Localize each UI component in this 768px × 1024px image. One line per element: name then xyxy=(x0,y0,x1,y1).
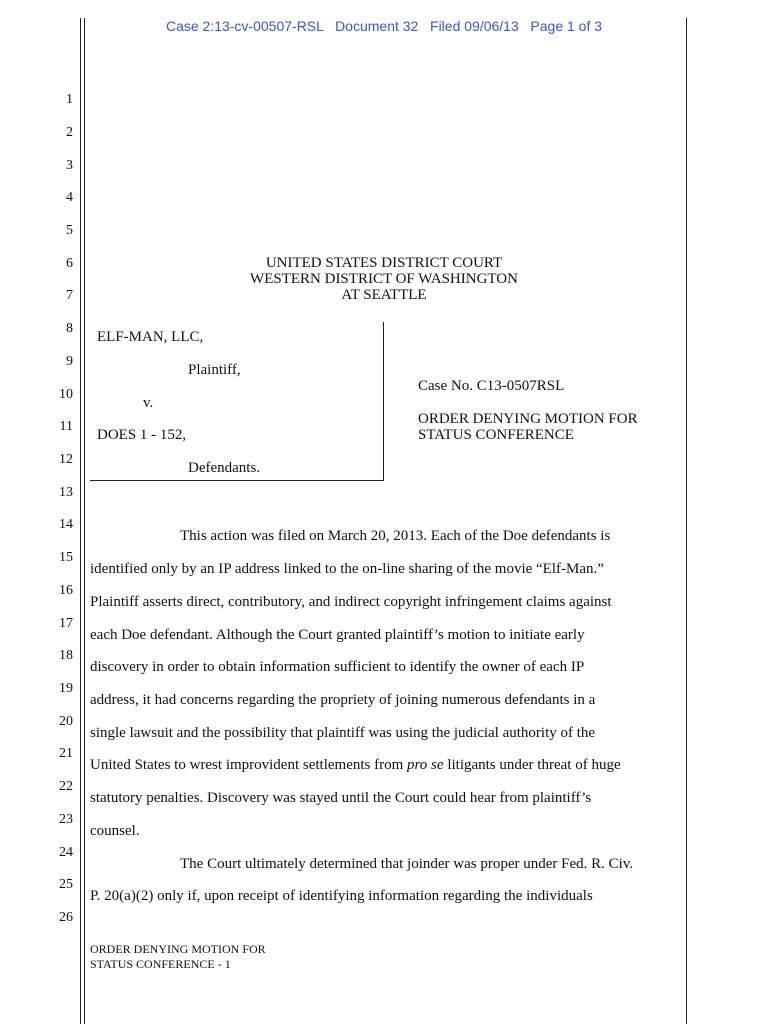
body-line: The Court ultimately determined that joinder was proper under Fed. R. Civ. xyxy=(180,856,634,872)
line-number: 19 xyxy=(59,681,73,696)
body-line: address, it had concerns regarding the propriety of joining numerous defendants in a xyxy=(90,692,596,708)
line-number: 20 xyxy=(59,714,73,729)
defendant-name: DOES 1 - 152, xyxy=(97,427,187,443)
body-line: This action was filed on March 20, 2013. Each of the Doe defendants is xyxy=(180,528,611,544)
case-header: Case 2:13-cv-00507-RSL Document 32 Filed 09/06/13 Page 1 of 3 xyxy=(165,18,603,34)
line-number: 4 xyxy=(66,190,73,205)
line-number: 1 xyxy=(66,92,73,107)
body-line: identified only by an IP address linked to the on-line sharing of the movie “Elf-Man.” xyxy=(90,561,604,577)
line-number: 3 xyxy=(66,158,73,173)
body-line: Plaintiff asserts direct, contributory, and indirect copyright infringement claims against xyxy=(90,594,612,610)
court-name: UNITED STATES DISTRICT COURT xyxy=(265,255,503,271)
body-line: discovery in order to obtain information sufficient to identify the owner of each IP xyxy=(90,659,585,675)
line-number: 2 xyxy=(66,125,73,140)
line-number: 16 xyxy=(59,583,73,598)
line-number: 22 xyxy=(59,779,73,794)
line-number: 14 xyxy=(59,517,73,532)
line-number: 6 xyxy=(66,256,73,271)
line-number: 26 xyxy=(59,910,73,925)
court-district: WESTERN DISTRICT OF WASHINGTON xyxy=(250,271,518,287)
plaintiff-name: ELF-MAN, LLC, xyxy=(97,329,204,345)
line-number: 17 xyxy=(59,616,73,631)
plaintiff-role: Plaintiff, xyxy=(188,362,241,378)
line-number: 8 xyxy=(66,321,73,336)
order-title-line2: STATUS CONFERENCE xyxy=(418,427,574,443)
versus: v. xyxy=(143,395,154,411)
court-location: AT SEATTLE xyxy=(341,287,427,303)
defendant-role: Defendants. xyxy=(188,460,261,476)
caption-horizontal-rule xyxy=(90,480,384,481)
body-line: each Doe defendant. Although the Court granted plaintiff’s motion to initiate early xyxy=(90,627,585,643)
body-line: statutory penalties. Discovery was stayed until the Court could hear from plaintiff’s xyxy=(90,790,592,806)
line-number: 15 xyxy=(59,550,73,565)
body-line: P. 20(a)(2) only if, upon receipt of identifying information regarding the individuals xyxy=(90,888,593,904)
line-number: 12 xyxy=(59,452,73,467)
line-number: 13 xyxy=(59,485,73,500)
italic-term: pro se xyxy=(407,757,444,773)
body-text: litigants under threat of huge xyxy=(443,757,621,773)
line-number: 24 xyxy=(59,845,73,860)
line-number: 5 xyxy=(66,223,73,238)
case-number: Case No. C13-0507RSL xyxy=(418,378,565,394)
body-line xyxy=(90,757,621,774)
body-line: counsel. xyxy=(90,823,140,839)
footer-line2: STATUS CONFERENCE - 1 xyxy=(90,957,231,971)
left-margin-rule-inner xyxy=(84,18,85,1024)
footer-line1: ORDER DENYING MOTION FOR xyxy=(90,942,266,956)
left-margin-rule-outer xyxy=(80,18,81,1024)
line-number: 25 xyxy=(59,877,73,892)
body-text: United States to wrest improvident settlements from xyxy=(90,757,408,773)
line-number: 21 xyxy=(59,746,73,761)
line-number: 10 xyxy=(59,387,73,402)
caption-vertical-rule xyxy=(383,322,384,480)
right-margin-rule xyxy=(686,18,687,1024)
line-number: 7 xyxy=(66,288,73,303)
line-number: 23 xyxy=(59,812,73,827)
line-number: 11 xyxy=(59,419,73,434)
order-title-line1: ORDER DENYING MOTION FOR xyxy=(418,411,638,427)
line-number: 18 xyxy=(59,648,73,663)
line-number: 9 xyxy=(66,354,73,369)
body-line: single lawsuit and the possibility that plaintiff was using the judicial authority of the xyxy=(90,725,596,741)
